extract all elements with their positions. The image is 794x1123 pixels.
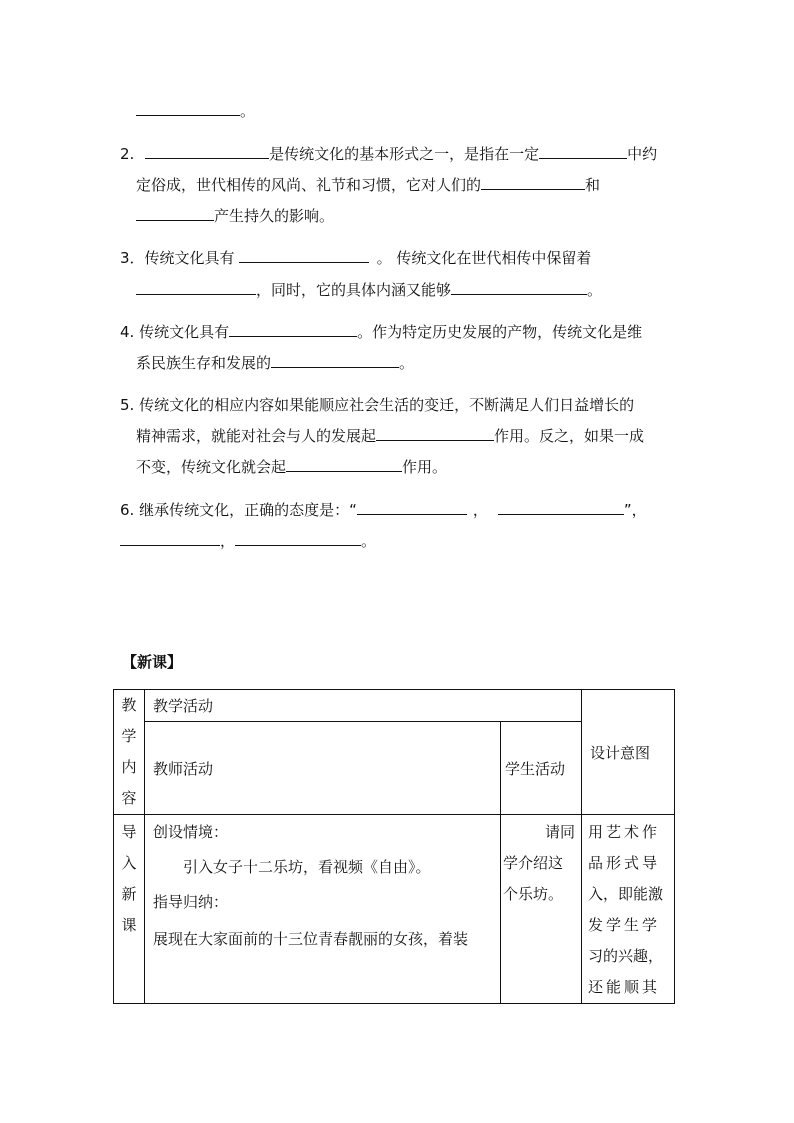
- intro-new-lesson-label: 导 入 新 课: [114, 815, 145, 1004]
- answer-blank[interactable]: [235, 531, 361, 546]
- answer-blank[interactable]: [145, 144, 269, 159]
- student-activity-header: 学生活动: [501, 722, 582, 815]
- answer-blank[interactable]: [498, 500, 624, 515]
- q2-line-3: 产生持久的影响。: [136, 206, 334, 226]
- q4-line-1: 4. 传统文化具有 。作为特定历史发展的产物，传统文化是维: [120, 323, 643, 341]
- answer-blank[interactable]: [451, 280, 587, 295]
- teaching-content-header: 教 学 内 容: [114, 690, 145, 815]
- q1-continuation: 。: [136, 101, 255, 121]
- q5-line-3: 不变，传统文化就会起 作用。: [136, 458, 448, 476]
- teacher-activity-header: 教师活动: [145, 722, 501, 815]
- answer-blank[interactable]: [376, 426, 494, 441]
- q6-line-1: 6. 继承传统文化，正确的态度是：“ ， ”，: [120, 501, 647, 519]
- design-intent-content: 用艺术作 品形式导 入，即能激 发学生学 习的兴趣， 还能顺其: [582, 815, 675, 1004]
- q4-line-2: 系民族生存和发展的 。: [136, 354, 415, 372]
- answer-blank[interactable]: [481, 175, 585, 190]
- answer-blank[interactable]: [271, 353, 399, 368]
- answer-blank[interactable]: [136, 101, 240, 116]
- q2-line-2: 定俗成，世代相传的风尚、礼节和习惯，它对人们的 和: [136, 176, 601, 194]
- q5-line-1: 5. 传统文化的相应内容如果能顺应社会生活的变迁，不断满足人们日益增长的: [120, 396, 635, 414]
- teacher-activity-content: 创设情境： 引入女子十二乐坊，看视频《自由》。 指导归纳： 展现在大家面前的十三位青春靓丽的女孩，着装: [145, 815, 501, 1004]
- lesson-plan-table: [113, 689, 675, 1004]
- answer-blank[interactable]: [229, 322, 357, 337]
- answer-blank[interactable]: [136, 206, 214, 221]
- answer-blank[interactable]: [357, 500, 467, 515]
- answer-blank[interactable]: [120, 531, 220, 546]
- answer-blank[interactable]: [286, 457, 402, 472]
- answer-blank[interactable]: [136, 280, 256, 295]
- answer-blank[interactable]: [539, 144, 627, 159]
- q3-line-2: ，同时，它的具体内涵又能够 。: [136, 280, 602, 300]
- teaching-activity-header-ext: [501, 690, 582, 722]
- q3-line-1: 3．传统文化具有 。 传统文化在世代相传中保留着: [120, 249, 592, 267]
- q2-line-1: 2. 是传统文化的基本形式之一，是指在一定 中约: [120, 145, 658, 163]
- teaching-activity-header: 教学活动: [145, 690, 501, 722]
- q6-line-2: ， 。: [120, 531, 376, 551]
- section-title: 【新课】: [122, 653, 183, 671]
- q5-line-2: 精神需求，就能对社会与人的发展起 作用。反之，如果一成: [136, 427, 645, 445]
- answer-blank[interactable]: [239, 248, 369, 263]
- student-activity-content: 请同 学介绍这 个乐坊。: [501, 815, 582, 1004]
- design-intent-header: 设计意图: [582, 690, 675, 815]
